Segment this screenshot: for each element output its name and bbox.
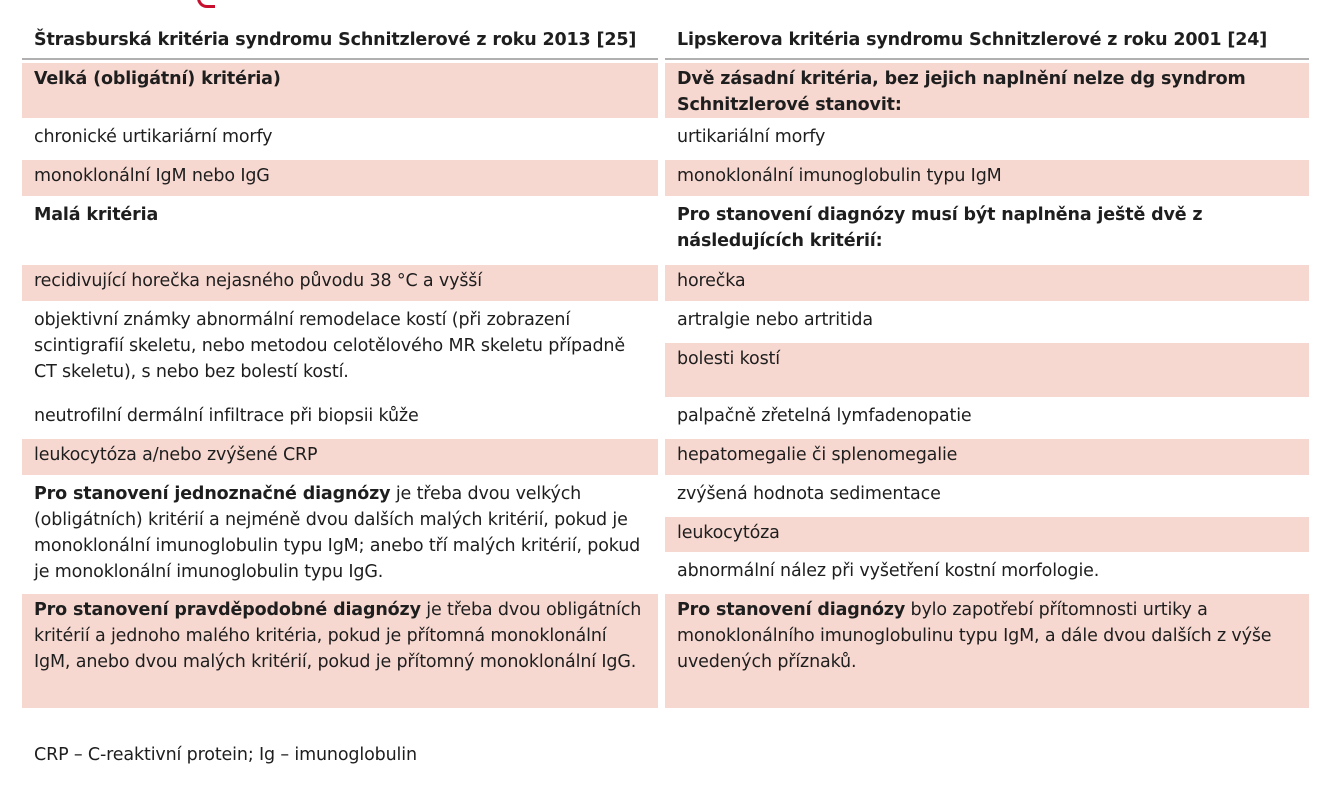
- lipsker-row-lead: Pro stanovení diagnózy: [677, 600, 906, 620]
- lipsker-row: [665, 60, 1309, 118]
- title-ornament: [197, 0, 215, 8]
- header-divider-left: [22, 58, 658, 60]
- strasbourg-row: [22, 60, 658, 118]
- lipsker-row-text: Dvě zásadní kritéria, bez jejich naplnění nelze dg syndrom Schnitzlerové stanovit:: [677, 69, 1246, 115]
- lipsker-row-text: bolesti kostí: [677, 349, 780, 369]
- lipsker-row-text: bylo zapotřebí přítomnosti urtiky a monoklonálního imunoglobulinu typu IgM, a dále dvou dalších z výše uvedených příznaků.: [677, 600, 1272, 672]
- strasbourg-row-lead: Pro stanovení jednoznačné diagnózy: [34, 484, 391, 504]
- lipsker-row: [665, 591, 1309, 708]
- lipsker-row: [665, 436, 1309, 475]
- lipsker-header: Lipskerova kritéria syndromu Schnitzlerové z roku 2001 [24]: [677, 30, 1268, 50]
- lipsker-row: [665, 340, 1309, 397]
- lipsker-row: [665, 196, 1309, 262]
- lipsker-criteria-column: [665, 23, 1309, 708]
- strasbourg-row: [22, 196, 658, 262]
- strasbourg-row: [22, 301, 658, 397]
- lipsker-row-text: monoklonální imunoglobulin typu IgM: [677, 166, 1002, 186]
- lipsker-row-text: hepatomegalie či splenomegalie: [677, 445, 958, 465]
- strasbourg-cells: [22, 60, 658, 708]
- lipsker-row-text: leukocytóza: [677, 523, 780, 543]
- strasbourg-row-text: Malá kritéria: [34, 205, 159, 225]
- lipsker-cells: [665, 60, 1309, 708]
- strasbourg-row: [22, 397, 658, 436]
- strasbourg-row-lead: Pro stanovení pravděpodobné diagnózy: [34, 600, 421, 620]
- lipsker-row-text: horečka: [677, 271, 746, 291]
- strasbourg-row-text: je třeba dvou velkých (obligátních) kritérií a nejméně dvou dalších malých kritérií, pokud je monoklonální imunoglobulin typu IgM; anebo tří malých kritérií, pokud je monoklonální imunoglobulin typu IgG.: [34, 484, 641, 582]
- strasbourg-row: [22, 118, 658, 157]
- strasbourg-header: Štrasburská kritéria syndromu Schnitzlerové z roku 2013 [25]: [34, 30, 637, 50]
- strasbourg-row-text: chronické urtikariární morfy: [34, 127, 273, 147]
- strasbourg-row: [22, 436, 658, 475]
- lipsker-row: [665, 514, 1309, 552]
- lipsker-row: [665, 118, 1309, 157]
- strasbourg-row-text: leukocytóza a/nebo zvýšené CRP: [34, 445, 318, 465]
- strasbourg-row-text: Velká (obligátní) kritéria): [34, 69, 281, 89]
- lipsker-row-text: abnormální nález při vyšetření kostní morfologie.: [677, 561, 1100, 581]
- lipsker-row-text: palpačně zřetelná lymfadenopatie: [677, 406, 972, 426]
- strasbourg-row-text: neutrofilní dermální infiltrace při biopsii kůže: [34, 406, 419, 426]
- lipsker-row: [665, 397, 1309, 436]
- strasbourg-criteria-column: [22, 23, 658, 708]
- strasbourg-row: [22, 262, 658, 301]
- lipsker-row-text: urtikariální morfy: [677, 127, 826, 147]
- lipsker-row: [665, 301, 1309, 340]
- lipsker-row-text: zvýšená hodnota sedimentace: [677, 484, 941, 504]
- lipsker-row-text: Pro stanovení diagnózy musí být naplněna ještě dvě z následujících kritérií:: [677, 205, 1203, 251]
- strasbourg-row: [22, 591, 658, 708]
- lipsker-row-text: artralgie nebo artritida: [677, 310, 873, 330]
- lipsker-row: [665, 475, 1309, 514]
- strasbourg-row: [22, 475, 658, 591]
- strasbourg-row-text: monoklonální IgM nebo IgG: [34, 166, 270, 186]
- strasbourg-row-text: je třeba dvou obligátních kritérií a jednoho malého kritéria, pokud je přítomná monoklonální IgM, anebo dvou malých kritérií, pokud je přítomný monoklonální IgG.: [34, 600, 642, 672]
- lipsker-row: [665, 552, 1309, 591]
- lipsker-row: [665, 262, 1309, 301]
- strasbourg-row-text: recidivující horečka nejasného původu 38 °C a vyšší: [34, 271, 482, 291]
- table-footnote: CRP – C-reaktivní protein; Ig – imunoglobulin: [34, 745, 417, 765]
- lipsker-row: [665, 157, 1309, 196]
- strasbourg-row-text: objektivní známky abnormální remodelace kostí (při zobrazení scintigrafií skeletu, nebo metodou celotělového MR skeletu případně CT skeletu), s nebo bez bolestí kostí.: [34, 310, 625, 382]
- strasbourg-row: [22, 157, 658, 196]
- header-divider-right: [665, 58, 1309, 60]
